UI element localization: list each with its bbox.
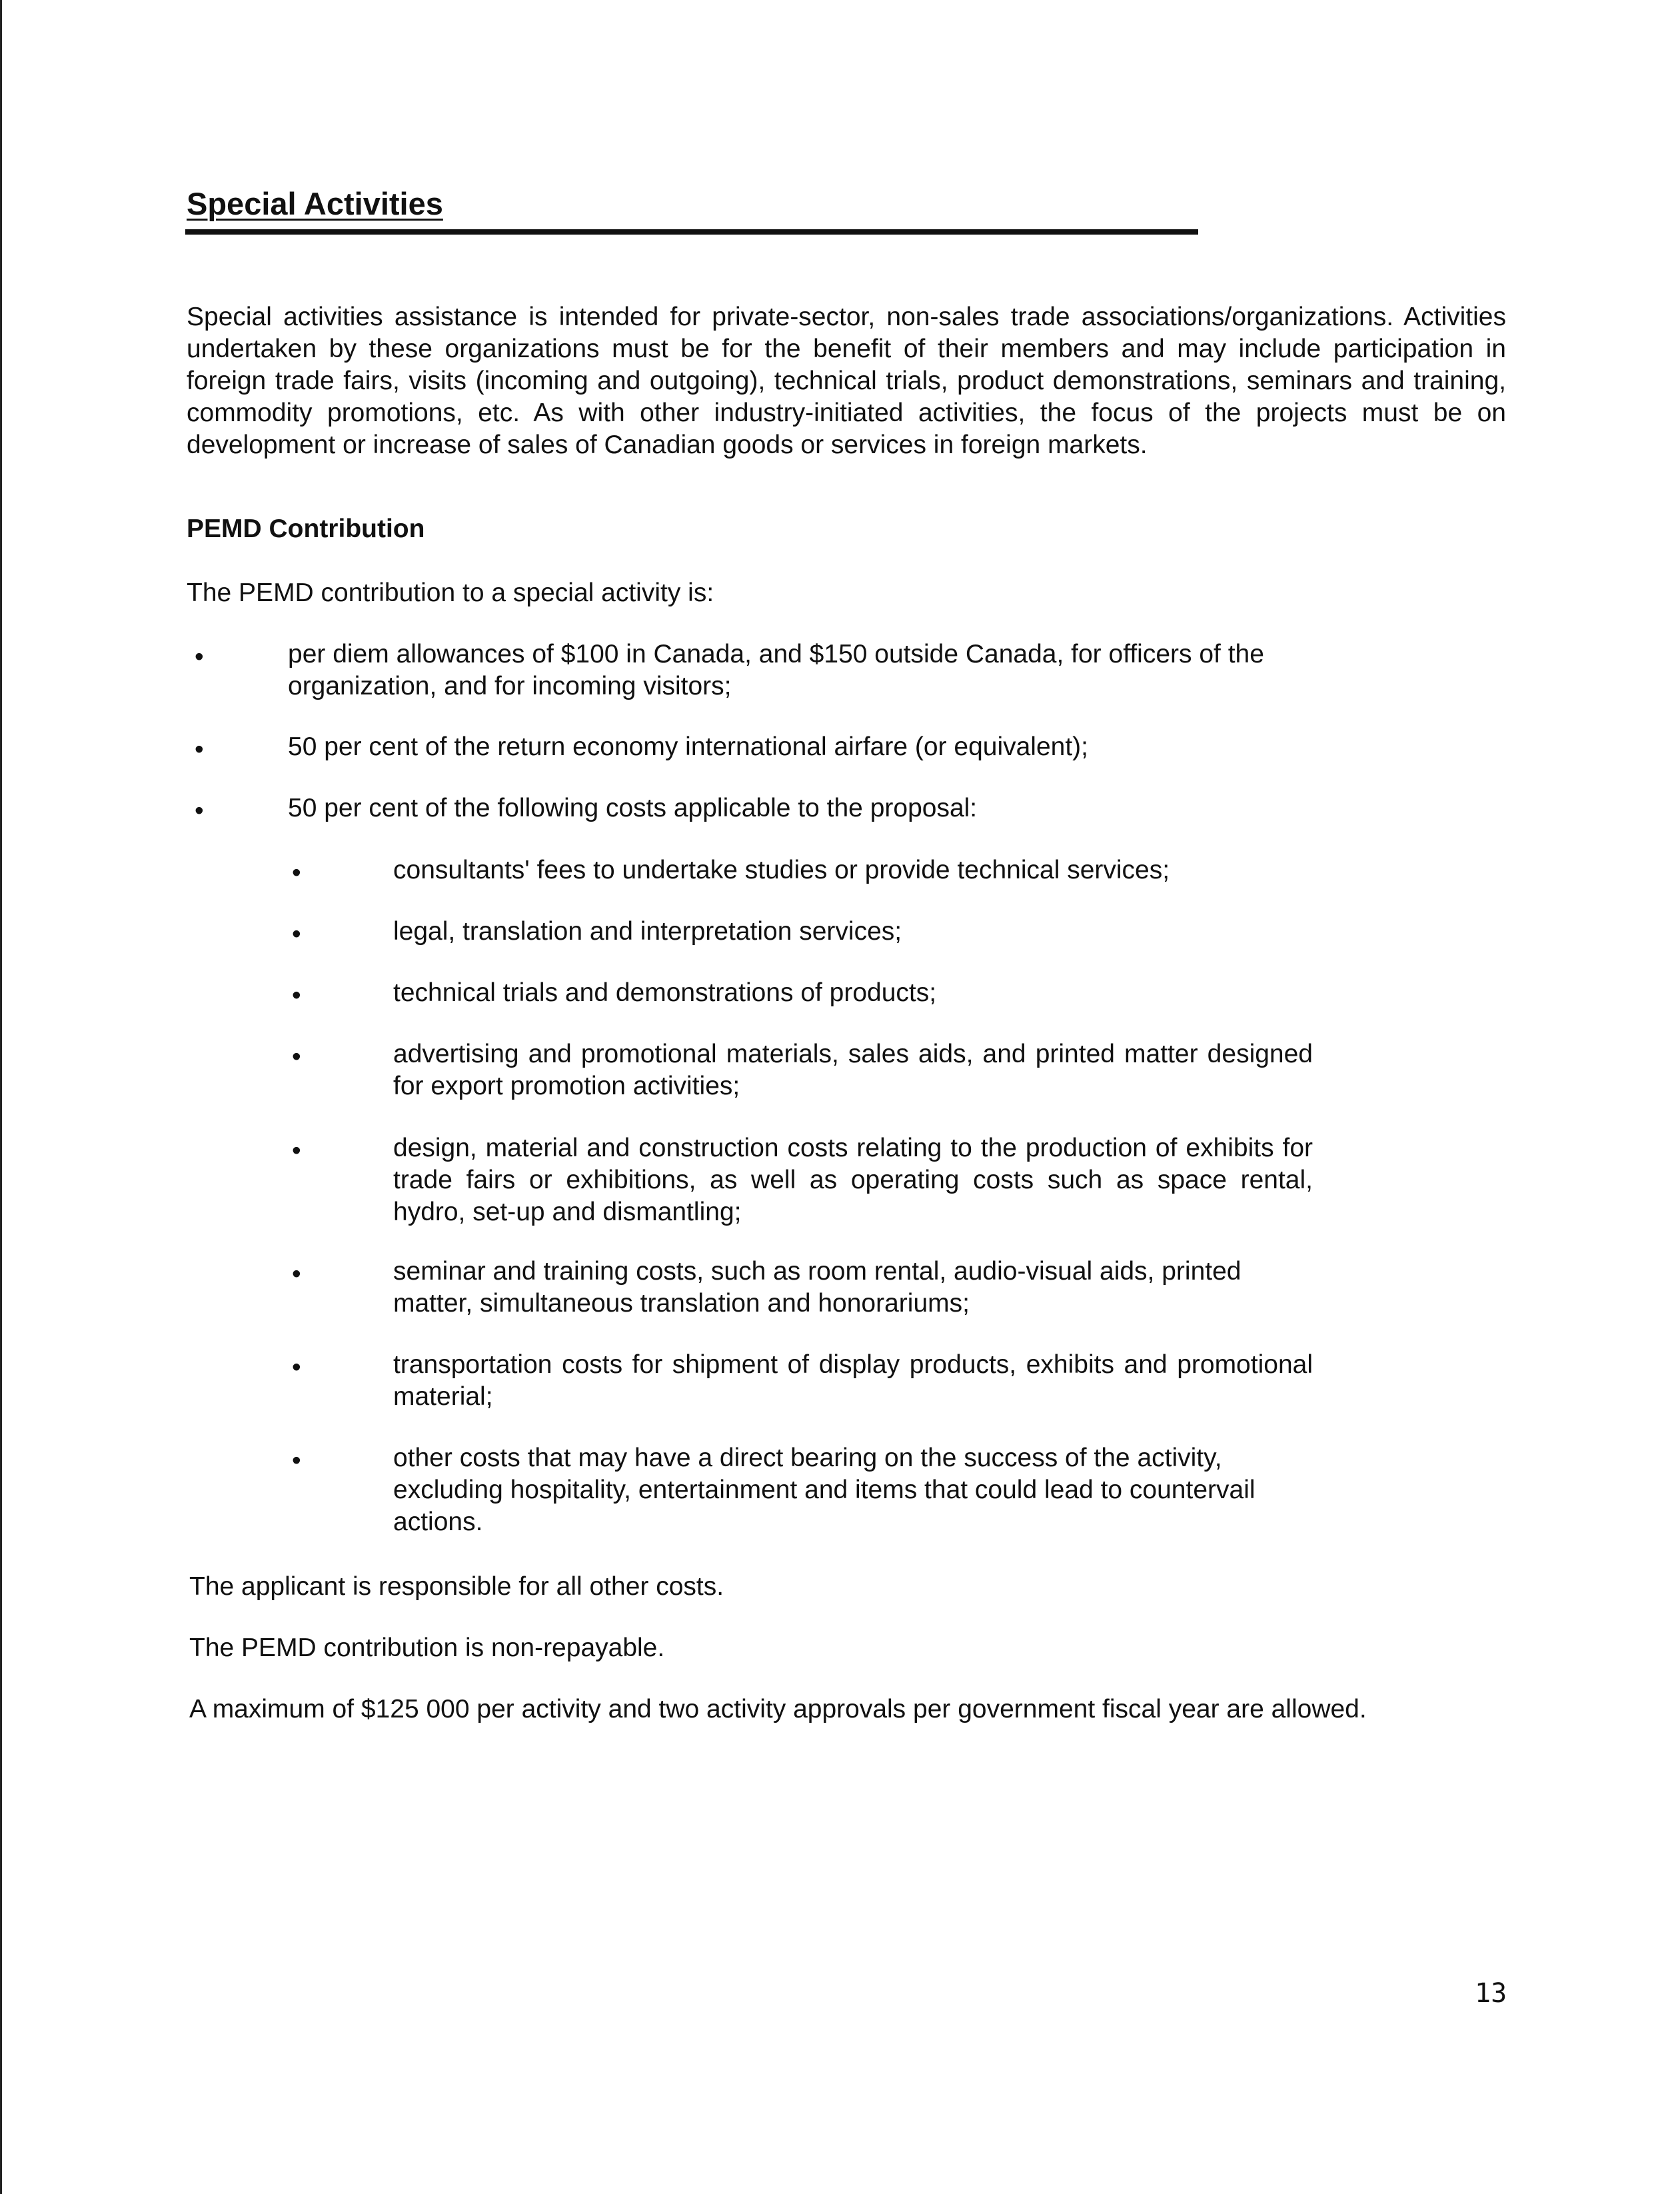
- closing-line: The applicant is responsible for all other costs.: [189, 1572, 724, 1601]
- section-heading: Special Activities: [187, 186, 443, 221]
- sub-list-item: seminar and training costs, such as room rental, audio-visual aids, printed matter, simultaneous translation and honorariums;: [393, 1257, 1242, 1318]
- sub-list-item: other costs that may have a direct bearing on the success of the activity, excluding hospitality, entertainment and items that could lead to countervail actions.: [393, 1444, 1256, 1536]
- bullet-icon: •: [195, 735, 204, 764]
- intro-paragraph: Special activities assistance is intended for private-sector, non-sales trade associations/organizations. Activities undertaken by these organizations must be for the benefit of their members and may include participation in foreign trade fairs, visits (incoming and outgoing), technical trials, product demonstrations, seminars and training, commodity promotions, etc. As with other industry-initiated activities, the focus of the projects must be on development or increase of sales of Canadian goods or services in foreign markets.: [187, 303, 1506, 459]
- bullet-icon: •: [292, 1042, 301, 1071]
- bullet-icon: •: [292, 1136, 301, 1165]
- subheading: PEMD Contribution: [187, 515, 425, 543]
- bullet-icon: •: [292, 1260, 301, 1288]
- closing-line: The PEMD contribution is non-repayable.: [189, 1634, 665, 1662]
- bullet-icon: •: [292, 920, 301, 948]
- bullet-icon: •: [292, 858, 301, 887]
- sub-list-item: design, material and construction costs relating to the production of exhibits for trade fairs or exhibitions, as well as operating costs such as space rental, hydro, set-up and dismantling;: [393, 1134, 1313, 1226]
- list-item: 50 per cent of the following costs applicable to the proposal:: [288, 794, 978, 822]
- sub-list-item: legal, translation and interpretation services;: [393, 917, 902, 946]
- bullet-icon: •: [292, 981, 301, 1010]
- lead-sentence: The PEMD contribution to a special activity is:: [187, 578, 714, 607]
- scan-edge-line: [0, 0, 2, 2194]
- closing-line: A maximum of $125 000 per activity and two activity approvals per government fiscal year are allowed.: [189, 1695, 1367, 1723]
- bullet-icon: •: [195, 796, 204, 825]
- bullet-icon: •: [195, 642, 204, 671]
- sub-list-item: advertising and promotional materials, sales aids, and printed matter designed for export promotion activities;: [393, 1040, 1313, 1100]
- bullet-icon: •: [292, 1446, 301, 1475]
- bullet-icon: •: [292, 1353, 301, 1382]
- sub-list-item: technical trials and demonstrations of products;: [393, 978, 937, 1007]
- sub-list-item: consultants' fees to undertake studies or provide technical services;: [393, 856, 1170, 884]
- page-number: 13: [1475, 1978, 1507, 2009]
- heading-rule: [185, 229, 1198, 235]
- list-item: per diem allowances of $100 in Canada, and $150 outside Canada, for officers of the organization, and for incoming visitors;: [288, 640, 1264, 700]
- list-item: 50 per cent of the return economy international airfare (or equivalent);: [288, 732, 1089, 761]
- sub-list-item: transportation costs for shipment of display products, exhibits and promotional material;: [393, 1350, 1313, 1411]
